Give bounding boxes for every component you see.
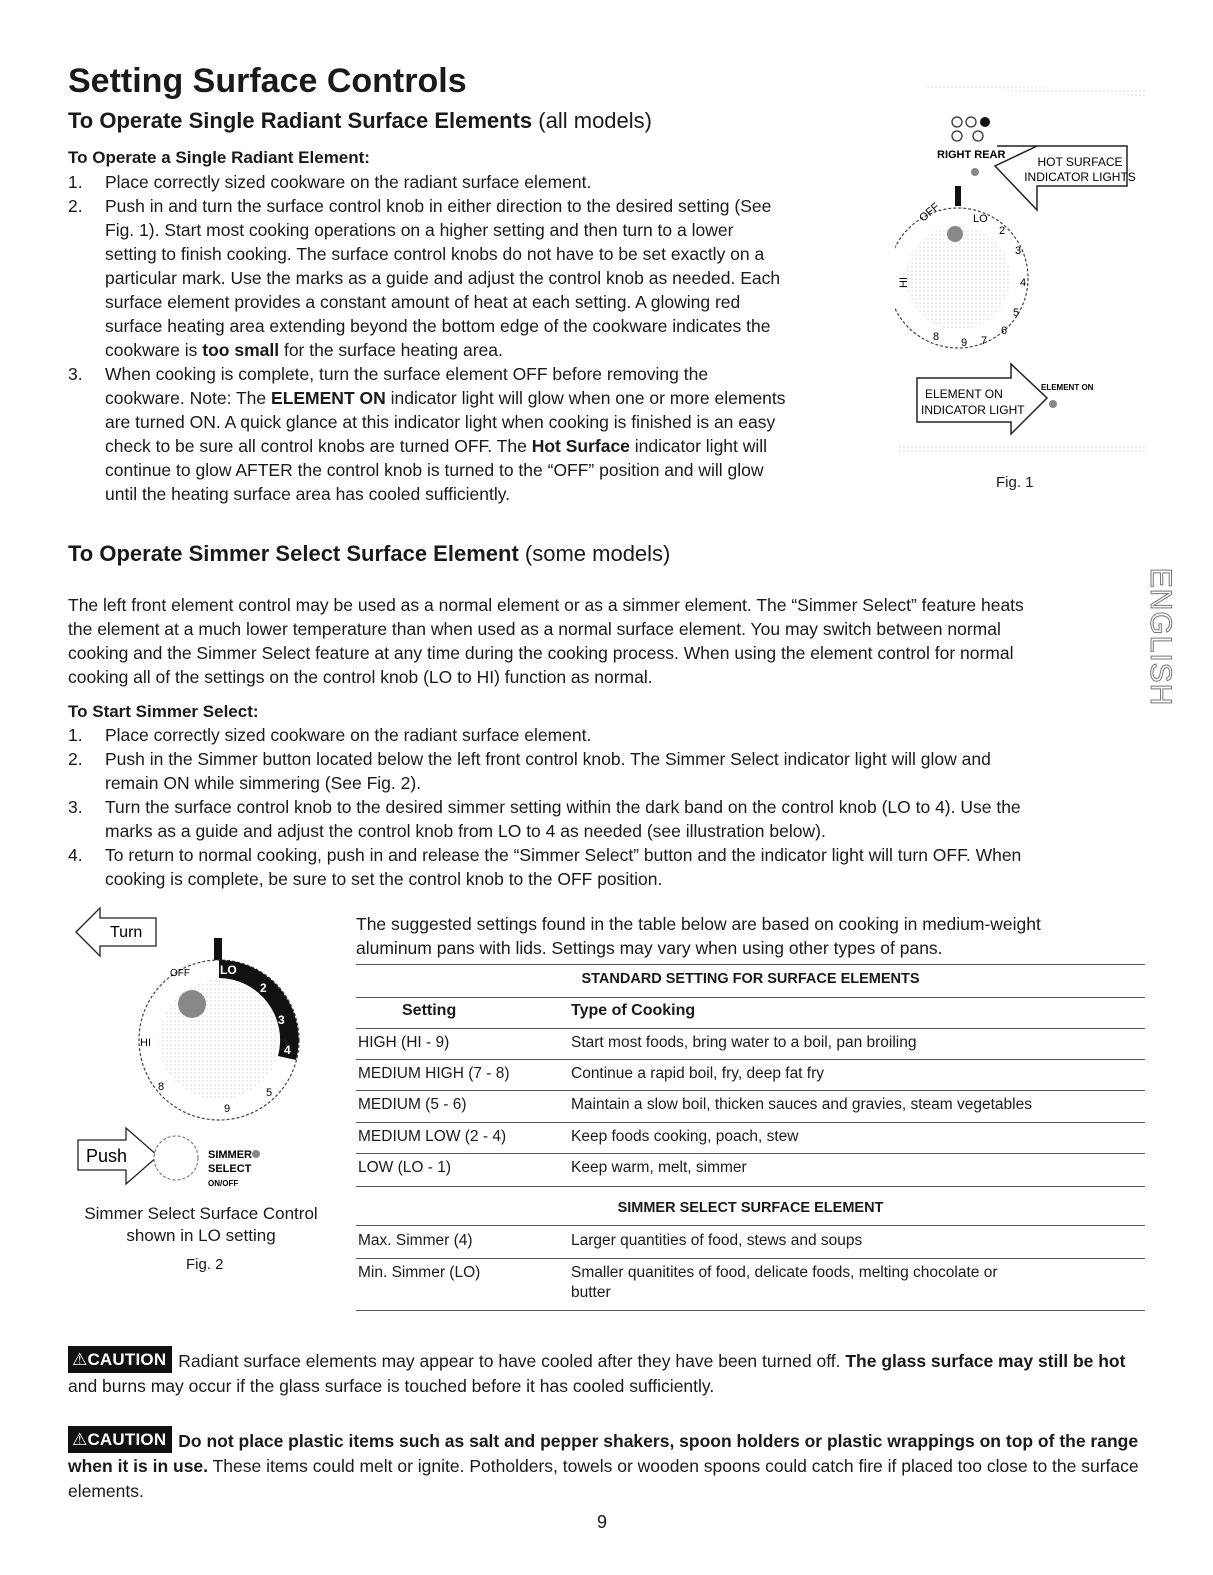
- step-text: [105, 795, 1021, 843]
- table-rule: [356, 1258, 1145, 1259]
- step-line: surface heating area extending beyond the bottom edge of the cookware indicates the: [105, 316, 771, 336]
- section2-heading: [68, 541, 670, 567]
- caution-text: Radiant surface elements may appear to have cooled after they have been turned off.: [178, 1351, 846, 1371]
- text-run-bold: Hot Surface: [531, 436, 630, 456]
- step-line: When cooking is complete, turn the surface element OFF before removing the: [105, 364, 709, 384]
- element-on-label-2: INDICATOR LIGHT: [921, 403, 1025, 417]
- step-number: 3.: [68, 797, 83, 817]
- table-cell-type: Maintain a slow boil, thicken sauces and gravies, steam vegetables: [571, 1096, 1032, 1113]
- knob-label-off: OFF: [170, 968, 190, 979]
- section1-heading-bold: To Operate Single Radiant Surface Elements: [68, 108, 533, 133]
- table-rule: [356, 964, 1145, 965]
- indicator-dot: [952, 117, 962, 127]
- table-cell-setting: Max. Simmer (4): [358, 1232, 473, 1249]
- simmer-button: [154, 1136, 198, 1180]
- caution-badge-label: CAUTION: [87, 1350, 167, 1369]
- indicator-dot: [973, 131, 983, 141]
- step-line: cooking is complete, be sure to set the control knob to the OFF position.: [105, 869, 663, 889]
- table-cell-type: Keep foods cooking, poach, stew: [571, 1128, 799, 1145]
- step-number: 1.: [68, 172, 83, 192]
- table-cell-type: Keep warm, melt, simmer: [571, 1159, 747, 1176]
- simmer-intro-paragraph: [68, 593, 1148, 689]
- paragraph-line: cooking all of the settings on the control knob (LO to HI) function as normal.: [68, 667, 653, 687]
- step-line: Fig. 1). Start most cooking operations on a higher setting and then turn to a lower: [105, 220, 734, 240]
- step-line: continue to glow AFTER the control knob is turned to the “OFF” position and will glow: [105, 460, 764, 480]
- fig2-caption-line: Simmer Select Surface Control: [84, 1204, 318, 1223]
- knob-label-2: 2: [260, 981, 267, 995]
- section2-step-4: [68, 843, 1148, 891]
- table-cell-type: Continue a rapid boil, fry, deep fat fry: [571, 1065, 825, 1082]
- knob-label-8: 8: [933, 331, 940, 343]
- knob-label-7: 7: [981, 335, 988, 347]
- section1-step-3: [68, 362, 878, 512]
- page-number: 9: [597, 1512, 608, 1532]
- caution-text: and burns may occur if the glass surface is touched before it has cooled sufficiently.: [68, 1376, 715, 1396]
- language-label: ENGLISH: [1144, 567, 1177, 707]
- table-cell-type: Smaller quanitites of food, delicate foods, melting chocolate or: [571, 1264, 998, 1281]
- caution-notice-2: [68, 1426, 1148, 1504]
- table-cell-type-cont: butter: [571, 1284, 611, 1301]
- step-line: [105, 434, 786, 458]
- table-cell-setting: MEDIUM (5 - 6): [358, 1096, 467, 1113]
- language-side-tab: [1140, 562, 1180, 712]
- warning-triangle-icon: ⚠: [72, 1350, 88, 1369]
- hot-surface-light: [971, 168, 979, 176]
- panel-edge-bottom: [899, 446, 1145, 454]
- caution-text-bold: The glass surface may still be hot: [845, 1351, 1126, 1371]
- fig2-knob-face: [159, 980, 279, 1100]
- knob-marker: [178, 990, 206, 1018]
- caution-text: These items could melt or ignite. Potholders, towels or wooden spoons could catch fire if placed too close to the surface elements.: [68, 1456, 1139, 1501]
- knob-label-lo: LO: [220, 963, 237, 977]
- section2-step-2: [68, 747, 1148, 795]
- indicator-dot: [966, 117, 976, 127]
- knob-label-2: 2: [999, 225, 1006, 237]
- paragraph-line: the element at a much lower temperature than when used as a normal surface element. You may switch between normal: [68, 619, 1001, 639]
- knob-label-5: 5: [266, 1087, 273, 1099]
- section1-subheading: To Operate a Single Radiant Element:: [68, 148, 370, 167]
- fig2-simmer-knob-illustration: [74, 900, 344, 1200]
- warning-triangle-icon: ⚠: [72, 1430, 88, 1449]
- knob-label-3: 3: [1015, 245, 1022, 257]
- step-text: Place correctly sized cookware on the radiant surface element.: [105, 172, 592, 192]
- section2-subheading: To Start Simmer Select:: [68, 702, 259, 721]
- table-cell-setting: Min. Simmer (LO): [358, 1264, 481, 1281]
- knob-label-lo: LO: [973, 213, 988, 225]
- step-text: [105, 843, 1021, 891]
- table-rule: [356, 1028, 1145, 1029]
- step-number: 2.: [68, 196, 83, 216]
- table-cell-setting: MEDIUM HIGH (7 - 8): [358, 1065, 510, 1082]
- paragraph-line: The suggested settings found in the table below are based on cooking in medium-weight: [356, 914, 1041, 934]
- step-number: 2.: [68, 749, 83, 769]
- fig1-control-panel-illustration: [895, 82, 1145, 492]
- step-line: until the heating surface area has cooled sufficiently.: [105, 484, 511, 504]
- knob-label-hi: HI: [140, 1037, 151, 1049]
- section2-heading-bold: To Operate Simmer Select Surface Element: [68, 541, 519, 566]
- fig2-caption: [66, 1203, 336, 1247]
- section1-heading-light: (all models): [538, 108, 652, 133]
- step-text: [105, 362, 786, 506]
- paragraph-line: aluminum pans with lids. Settings may vary when using other types of pans.: [356, 938, 943, 958]
- knob-label-9: 9: [224, 1103, 231, 1115]
- panel-edge: [925, 84, 1145, 96]
- text-run: for the surface heating area.: [279, 340, 503, 360]
- step-number: 3.: [68, 364, 83, 384]
- page-title: Setting Surface Controls: [68, 62, 467, 100]
- caution-badge: [68, 1346, 172, 1373]
- knob-label-3: 3: [278, 1013, 285, 1027]
- push-label: Push: [86, 1146, 128, 1166]
- simmer-indicator-light: [252, 1150, 260, 1158]
- text-run: cookware. Note: The: [105, 388, 272, 408]
- step-text: [105, 747, 991, 795]
- knob-label-4: 4: [284, 1043, 291, 1057]
- knob-pointer: [955, 186, 961, 206]
- table-rule: [356, 1186, 1145, 1187]
- table-rule: [356, 1090, 1145, 1091]
- text-run-bold: ELEMENT ON: [271, 388, 386, 408]
- simmer-label-1: SIMMER: [208, 1149, 252, 1161]
- element-on-label-1: ELEMENT ON: [925, 387, 1003, 401]
- step-line: Push in and turn the surface control knob in either direction to the desired setting (See: [105, 196, 772, 216]
- table-cell-type: Start most foods, bring water to a boil, pan broiling: [571, 1034, 917, 1051]
- table-cell-setting: MEDIUM LOW (2 - 4): [358, 1128, 507, 1145]
- column-header-setting: Setting: [402, 1002, 457, 1019]
- section1-step-2: [68, 194, 868, 364]
- turn-label: Turn: [110, 924, 143, 941]
- knob-label-9: 9: [961, 337, 968, 349]
- knob-marker: [947, 226, 963, 242]
- hot-surface-label-1: HOT SURFACE: [1037, 155, 1123, 169]
- caution-badge: [68, 1426, 172, 1453]
- element-on-small-label: ELEMENT ON: [1041, 383, 1094, 392]
- text-run-bold: too small: [202, 340, 280, 360]
- knob-label-4: 4: [1020, 277, 1027, 289]
- paragraph-line: cooking and the Simmer Select feature at any time during the cooking process. When using the element control for normal: [68, 643, 1014, 663]
- fig1-caption: Fig. 1: [996, 474, 1034, 491]
- text-run: cookware is: [105, 340, 203, 360]
- step-line: marks as a guide and adjust the control knob from LO to 4 as needed (see illustration below).: [105, 821, 826, 841]
- section2-step-3: [68, 795, 1148, 843]
- step-line: setting to finish cooking. The surface control knobs do not have to be set exactly on a: [105, 244, 765, 264]
- table-rule: [356, 997, 1145, 998]
- caution-text-bold: Do not place plastic items such as salt and pepper shakers, spoon holders or plastic wrappings on top of the range when it is in use.: [68, 1431, 1139, 1476]
- step-line: remain ON while simmering (See Fig. 2).: [105, 773, 422, 793]
- step-text: [105, 194, 780, 362]
- knob-label-6: 6: [1001, 325, 1008, 337]
- step-line: To return to normal cooking, push in and release the “Simmer Select” button and the indicator light will turn OFF. When: [105, 845, 1022, 865]
- table-rule: [356, 1122, 1145, 1123]
- table-intro: [356, 912, 1156, 960]
- knob-label-hi: HI: [898, 277, 910, 288]
- step-line: Push in the Simmer button located below the left front control knob. The Simmer Select indicator light will glow and: [105, 749, 991, 769]
- step-line: are turned ON. A quick glance at this indicator light when cooking is finished is an easy: [105, 412, 776, 432]
- fig1-knob-face: [906, 226, 1010, 330]
- text-run: check to be sure all control knobs are turned OFF. The: [105, 436, 532, 456]
- indicator-dot: [952, 131, 962, 141]
- knob-label-5: 5: [1013, 307, 1020, 319]
- knob-pointer: [214, 938, 222, 962]
- step-number: 1.: [68, 725, 83, 745]
- section2-heading-light: (some models): [524, 541, 671, 566]
- hot-surface-label-2: INDICATOR LIGHTS: [1024, 170, 1136, 184]
- right-rear-label: RIGHT REAR: [937, 149, 1006, 161]
- step-line: particular mark. Use the marks as a guide and adjust the control knob as needed. Each: [105, 268, 781, 288]
- step-line: Turn the surface control knob to the desired simmer setting within the dark band on the control knob (LO to 4). Use the: [105, 797, 1021, 817]
- knob-label-8: 8: [158, 1081, 165, 1093]
- section1-heading: [68, 108, 652, 134]
- table-rule: [356, 1153, 1145, 1154]
- text-run: indicator light will: [629, 436, 768, 456]
- paragraph-line: The left front element control may be used as a normal element or as a simmer element. The “Simmer Select” feature heats: [68, 595, 1024, 615]
- fig2-label: Fig. 2: [186, 1256, 224, 1273]
- text-run: indicator light will glow when one or more elements: [385, 388, 786, 408]
- caution-notice-1: [68, 1346, 1148, 1399]
- table-cell-setting: LOW (LO - 1): [358, 1159, 452, 1176]
- table-rule: [356, 1225, 1145, 1226]
- indicator-dot-lit: [980, 117, 990, 127]
- table-rule: [356, 1310, 1145, 1311]
- element-on-light: [1049, 400, 1057, 408]
- table-rule: [356, 1059, 1145, 1060]
- step-line: surface element provides a constant amount of heat at each setting. A glowing red: [105, 292, 741, 312]
- simmer-label-2: SELECT: [208, 1163, 252, 1175]
- table-cell-setting: HIGH (HI - 9): [358, 1034, 450, 1051]
- simmer-table-title: SIMMER SELECT SURFACE ELEMENT: [617, 1200, 884, 1216]
- step-text: Place correctly sized cookware on the radiant surface element.: [105, 725, 592, 745]
- table-cell-type: Larger quantities of food, stews and soups: [571, 1232, 863, 1249]
- knob-label-off: OFF: [917, 200, 942, 225]
- table-title: STANDARD SETTING FOR SURFACE ELEMENTS: [581, 971, 920, 987]
- fig2-caption-line: shown in LO setting: [126, 1226, 276, 1245]
- step-number: 4.: [68, 845, 83, 865]
- step-line: [105, 338, 780, 362]
- caution-badge-label: CAUTION: [87, 1430, 167, 1449]
- column-header-type: Type of Cooking: [571, 1002, 696, 1019]
- step-line: [105, 386, 786, 410]
- simmer-label-3: ON/OFF: [208, 1179, 239, 1188]
